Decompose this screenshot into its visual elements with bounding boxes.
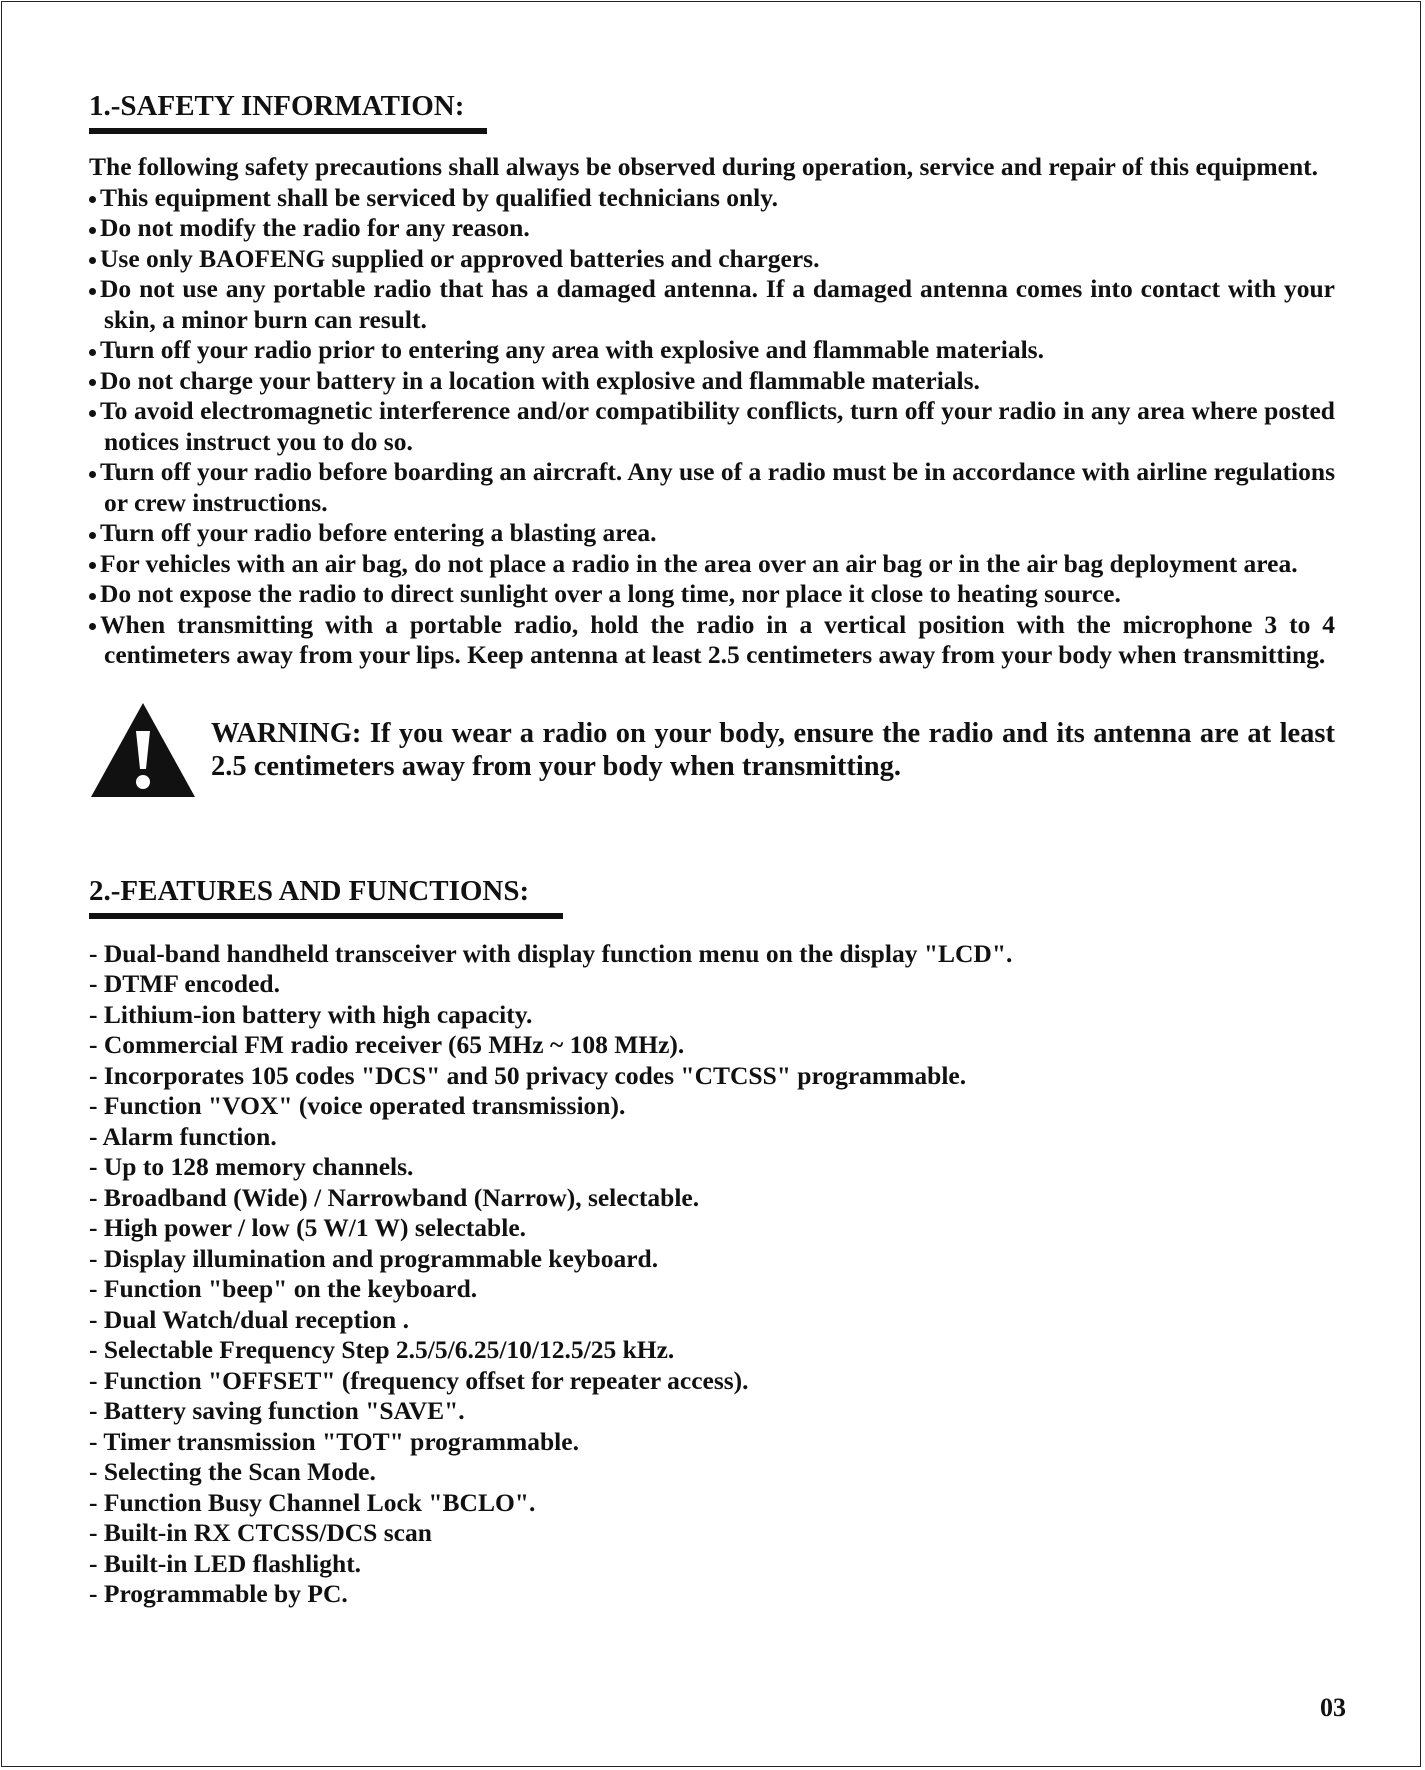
safety-bullet-text: For vehicles with an air bag, do not place a radio in the area over an air bag or in the air bag deployment area.: [100, 548, 1298, 578]
safety-section-title: 1.-SAFETY INFORMATION:: [89, 90, 465, 122]
bullet-dot-icon: [89, 288, 96, 295]
safety-bullet-item: [89, 366, 1335, 397]
features-title-underline: [89, 913, 563, 919]
bullet-dot-icon: [89, 623, 96, 630]
bullet-dot-icon: [89, 410, 96, 417]
bullet-dot-icon: [89, 257, 96, 264]
feature-item: - Built-in RX CTCSS/DCS scan: [89, 1518, 432, 1547]
safety-bullet-text: Do not charge your battery in a location with explosive and flammable materials.: [100, 365, 980, 395]
safety-bullet-text: When transmitting with a portable radio, hold the radio in a vertical position with the microphone 3 to 4 centimeters away from your lips. Keep antenna at least 2.5 centimeters away from your body when transmitting.: [100, 609, 1335, 669]
bullet-dot-icon: [89, 379, 96, 386]
safety-bullet-item: [89, 274, 1335, 335]
document-content: [89, 88, 1335, 1610]
feature-item: - Selectable Frequency Step 2.5/5/6.25/10/12.5/25 kHz.: [89, 1335, 675, 1364]
safety-bullet-list: [89, 183, 1335, 671]
feature-item: - Dual-band handheld transceiver with display function menu on the display "LCD".: [89, 938, 1013, 968]
feature-item: - Function Busy Channel Lock "BCLO".: [89, 1487, 536, 1517]
feature-item: - Dual Watch/dual reception .: [89, 1304, 409, 1334]
safety-bullet-text: Use only BAOFENG supplied or approved batteries and chargers.: [100, 243, 820, 273]
feature-item: - Lithium-ion battery with high capacity.: [89, 999, 533, 1029]
feature-item: - Alarm function.: [89, 1121, 277, 1151]
safety-bullet-text: Do not use any portable radio that has a damaged antenna. If a damaged antenna comes into contact with your skin, a minor burn can result.: [100, 274, 1335, 334]
safety-bullet-item: [89, 183, 1335, 214]
warning-triangle-icon: [89, 701, 197, 799]
features-list: [89, 939, 1335, 1610]
bullet-dot-icon: [89, 593, 96, 600]
safety-bullet-item: [89, 335, 1335, 366]
safety-bullet-text: To avoid electromagnetic interference and/or compatibility conflicts, turn off your radio in any area where posted notices instruct you to do so.: [100, 396, 1335, 456]
feature-item: - Up to 128 memory channels.: [89, 1152, 414, 1181]
warning-box: [89, 701, 1335, 801]
safety-bullet-item: [89, 244, 1335, 275]
feature-item: - DTMF encoded.: [89, 969, 280, 998]
feature-item: - High power / low (5 W/1 W) selectable.: [89, 1213, 527, 1242]
bullet-dot-icon: [89, 471, 96, 478]
bullet-dot-icon: [89, 349, 96, 356]
safety-bullet-text: Do not expose the radio to direct sunlight over a long time, nor place it close to heating source.: [100, 579, 1121, 608]
feature-item: - Programmable by PC.: [89, 1579, 348, 1608]
bullet-dot-icon: [89, 196, 96, 203]
feature-item: - Function "VOX" (voice operated transmission).: [89, 1091, 626, 1120]
safety-bullet-text: This equipment shall be serviced by qualified technicians only.: [100, 182, 778, 212]
feature-item: - Incorporates 105 codes "DCS" and 50 privacy codes "CTCSS" programmable.: [89, 1060, 967, 1090]
safety-bullet-text: Turn off your radio before boarding an aircraft. Any use of a radio must be in accordance with airline regulations or crew instructions.: [100, 457, 1335, 517]
feature-item: - Built-in LED flashlight.: [89, 1548, 362, 1578]
bullet-dot-icon: [89, 562, 96, 569]
page-number: 03: [1320, 1693, 1346, 1722]
bullet-dot-icon: [89, 227, 96, 234]
feature-item: - Commercial FM radio receiver (65 MHz ~ 108 MHz).: [89, 1030, 685, 1059]
safety-bullet-text: Turn off your radio before entering a blasting area.: [100, 518, 657, 547]
safety-bullet-item: [89, 518, 1335, 549]
bullet-dot-icon: [89, 532, 96, 539]
feature-item: - Battery saving function "SAVE".: [89, 1396, 465, 1425]
safety-bullet-item: [89, 549, 1335, 580]
features-section-title: 2.-FEATURES AND FUNCTIONS:: [89, 874, 530, 907]
safety-bullet-text: Turn off your radio prior to entering any area with explosive and flammable materials.: [100, 335, 1044, 364]
safety-bullet-item: [89, 213, 1335, 244]
feature-item: - Selecting the Scan Mode.: [89, 1457, 376, 1486]
safety-bullet-item: [89, 579, 1335, 610]
safety-bullet-text: Do not modify the radio for any reason.: [100, 213, 530, 242]
feature-item: - Display illumination and programmable keyboard.: [89, 1243, 659, 1273]
feature-item: - Timer transmission "TOT" programmable.: [89, 1426, 579, 1456]
warning-text: WARNING: If you wear a radio on your body, ensure the radio and its antenna are at least 2.5 centimeters away from your body when transmitting.: [211, 717, 1335, 782]
safety-intro: The following safety precautions shall always be observed during operation, service and repair of this equipment.: [89, 152, 1319, 181]
safety-bullet-item: [89, 610, 1335, 671]
feature-item: - Broadband (Wide) / Narrowband (Narrow), selectable.: [89, 1182, 700, 1212]
feature-item: - Function "OFFSET" (frequency offset for repeater access).: [89, 1365, 749, 1395]
safety-title-underline: [89, 128, 487, 134]
safety-bullet-item: [89, 457, 1335, 518]
feature-item: - Function "beep" on the keyboard.: [89, 1274, 478, 1303]
safety-bullet-item: [89, 396, 1335, 457]
